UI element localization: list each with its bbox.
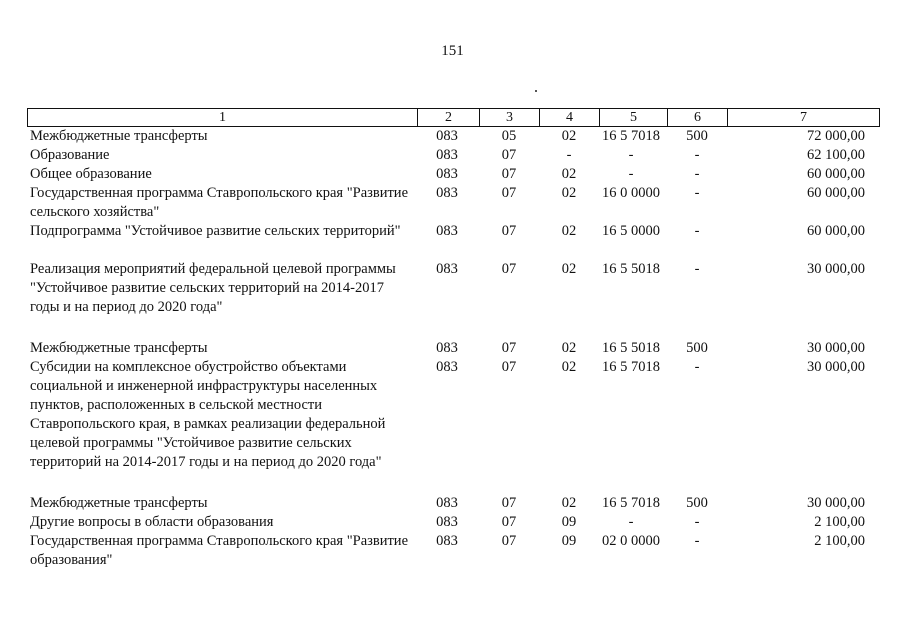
- row-col-3: 07: [501, 223, 517, 239]
- row-col-4: 02: [561, 166, 577, 182]
- row-col-5: 16 5 0000: [602, 223, 660, 239]
- row-name: Государственная программа Ставропольского края "Развитие сельского хозяйства": [30, 185, 408, 220]
- row-col-6: -: [694, 261, 700, 277]
- row-col-5: -: [628, 147, 634, 163]
- row-col-4: 09: [561, 533, 577, 549]
- row-col-7: 60 000,00: [807, 223, 865, 239]
- row-col-3: 07: [501, 340, 517, 356]
- row-name: Реализация мероприятий федеральной целевой программы "Устойчивое развитие сельских территорий на 2014-2017 годы и на период до 2020 года": [30, 261, 396, 315]
- table-row: [27, 494, 879, 513]
- row-col-7: 2 100,00: [814, 533, 865, 549]
- row-col-5: 02 0 0000: [602, 533, 660, 549]
- row-col-2: 083: [436, 495, 458, 511]
- row-col-6: -: [694, 223, 700, 239]
- header-col-5: 5: [600, 109, 668, 127]
- row-col-2: 083: [436, 514, 458, 530]
- row-col-7: 30 000,00: [807, 340, 865, 356]
- row-col-2: 083: [436, 359, 458, 375]
- row-col-6: 500: [686, 340, 708, 356]
- row-name: Межбюджетные трансферты: [30, 495, 208, 511]
- row-col-2: 083: [436, 128, 458, 144]
- row-col-5: -: [628, 166, 634, 182]
- row-col-5: -: [628, 514, 634, 530]
- row-col-7: 62 100,00: [807, 147, 865, 163]
- row-col-6: -: [694, 185, 700, 201]
- row-col-2: 083: [436, 340, 458, 356]
- row-col-3: 07: [501, 147, 517, 163]
- row-col-2: 083: [436, 185, 458, 201]
- row-col-7: 30 000,00: [807, 495, 865, 511]
- row-name: Общее образование: [30, 166, 152, 182]
- table-row: [27, 358, 879, 494]
- table-body: [27, 127, 879, 570]
- header-col-6: 6: [668, 109, 728, 127]
- table-row: [27, 260, 879, 339]
- row-col-5: 16 5 5018: [602, 261, 660, 277]
- row-name: Другие вопросы в области образования: [30, 514, 274, 530]
- table-row: [27, 532, 879, 570]
- row-name: Межбюджетные трансферты: [30, 128, 208, 144]
- row-col-7: 2 100,00: [814, 514, 865, 530]
- row-col-2: 083: [436, 261, 458, 277]
- row-col-6: -: [694, 147, 700, 163]
- row-col-3: 05: [501, 128, 517, 144]
- page-number: 151: [441, 43, 464, 59]
- header-col-7: 7: [728, 109, 880, 127]
- table-row: [27, 146, 879, 165]
- row-col-5: 16 5 5018: [602, 340, 660, 356]
- row-col-2: 083: [436, 166, 458, 182]
- row-name: Субсидии на комплексное обустройство объектами социальной и инженерной инфраструктуры населенных пунктов, расположенных в сельской местности Ставропольского края, в рамках реализации федеральной целевой программы "Устойчивое развитие сельских территорий на 2014-2017 годы и на период до 2020 года": [30, 359, 386, 470]
- row-col-2: 083: [436, 147, 458, 163]
- row-name: Государственная программа Ставропольского края "Развитие образования": [30, 533, 408, 568]
- row-col-2: 083: [436, 533, 458, 549]
- row-col-4: 02: [561, 185, 577, 201]
- row-col-4: 02: [561, 223, 577, 239]
- table-row: [27, 127, 879, 146]
- row-col-6: -: [694, 166, 700, 182]
- row-col-6: -: [694, 514, 700, 530]
- table-header: [27, 108, 880, 127]
- row-name: Межбюджетные трансферты: [30, 340, 208, 356]
- row-col-5: 16 5 7018: [602, 495, 660, 511]
- row-col-7: 30 000,00: [807, 261, 865, 277]
- row-col-4: 02: [561, 261, 577, 277]
- row-col-4: -: [566, 147, 572, 163]
- row-col-6: -: [694, 533, 700, 549]
- row-name: Подпрограмма "Устойчивое развитие сельских территорий": [30, 223, 401, 239]
- row-col-3: 07: [501, 261, 517, 277]
- table-row: [27, 339, 879, 358]
- row-col-4: 02: [561, 128, 577, 144]
- row-col-4: 02: [561, 359, 577, 375]
- scan-dot: [535, 90, 537, 92]
- header-col-1: 1: [28, 109, 418, 127]
- row-col-5: 16 0 0000: [602, 185, 660, 201]
- table-row: [27, 222, 879, 260]
- table-row: [27, 184, 879, 222]
- row-col-3: 07: [501, 533, 517, 549]
- row-col-4: 02: [561, 495, 577, 511]
- header-col-3: 3: [480, 109, 540, 127]
- row-col-3: 07: [501, 166, 517, 182]
- row-name: Образование: [30, 147, 110, 163]
- table-row: [27, 165, 879, 184]
- row-col-5: 16 5 7018: [602, 359, 660, 375]
- row-col-6: 500: [686, 495, 708, 511]
- header-col-4: 4: [540, 109, 600, 127]
- row-col-3: 07: [501, 185, 517, 201]
- row-col-6: 500: [686, 128, 708, 144]
- row-col-2: 083: [436, 223, 458, 239]
- row-col-3: 07: [501, 359, 517, 375]
- row-col-4: 09: [561, 514, 577, 530]
- row-col-3: 07: [501, 495, 517, 511]
- row-col-4: 02: [561, 340, 577, 356]
- row-col-5: 16 5 7018: [602, 128, 660, 144]
- row-col-7: 60 000,00: [807, 185, 865, 201]
- header-col-2: 2: [418, 109, 480, 127]
- row-col-6: -: [694, 359, 700, 375]
- row-col-7: 30 000,00: [807, 359, 865, 375]
- table-row: [27, 513, 879, 532]
- row-col-7: 72 000,00: [807, 128, 865, 144]
- row-col-3: 07: [501, 514, 517, 530]
- row-col-7: 60 000,00: [807, 166, 865, 182]
